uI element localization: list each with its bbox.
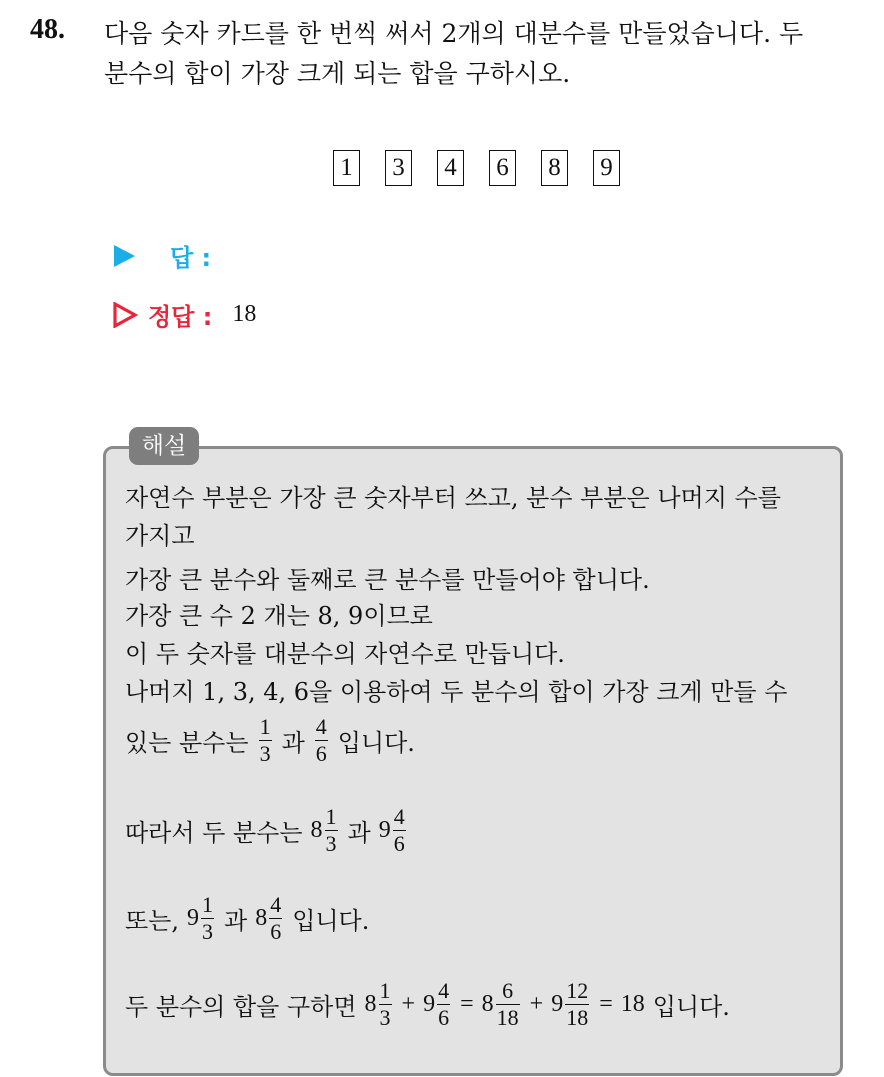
fraction: $\frac{1}{3}$ [379, 978, 391, 1030]
explanation-line: 이 두 숫자를 대분수의 자연수로 만듭니다. [125, 640, 565, 668]
fraction: $\frac{4}{6}$ [438, 978, 450, 1030]
number-card: 6 [489, 150, 516, 186]
explanation-line: 자연수 부분은 가장 큰 숫자부터 쓰고, 분수 부분은 나머지 수를 [125, 484, 781, 512]
correct-answer-value: 18 [232, 301, 257, 327]
fraction: $\frac{4}{6}$ [393, 804, 405, 856]
question-line-1: 다음 숫자 카드를 한 번씩 써서 2개의 대분수를 만들었습니다. 두 [104, 19, 804, 48]
correct-answer-row [112, 297, 256, 332]
question-line-2: 분수의 합이 가장 크게 되는 합을 구하시오. [104, 59, 571, 88]
explanation-line: 가장 큰 분수와 둘째로 큰 분수를 만들어야 합니다. [125, 566, 650, 594]
explanation-line-sum: 두 분수의 합을 구하면 8 $\frac{1}{3}$ + 9 $\frac{4}{6}$ = 8 $\frac{6}{18}$ + 9 $\frac{12}{18}$ = 18 입니다. [125, 978, 730, 1030]
answer-row [112, 238, 211, 273]
number-card: 3 [385, 150, 412, 186]
correct-answer-label: 정답 : [148, 303, 213, 331]
number-card: 9 [593, 150, 620, 186]
fraction: $\frac{4}{6}$ [270, 892, 282, 944]
fraction: $\frac{4}{6}$ [315, 714, 327, 766]
question-number: 48. [30, 14, 65, 45]
fraction: $\frac{1}{3}$ [325, 804, 337, 856]
fraction: $\frac{6}{18}$ [496, 978, 519, 1030]
explanation-line: 가장 큰 수 2 개는 8, 9이므로 [125, 602, 433, 630]
filled-triangle-icon [112, 244, 136, 268]
question-text [104, 14, 864, 94]
explanation-tag: 해설 [129, 427, 199, 465]
explanation-line-mixed: 따라서 두 분수는 8 $\frac{1}{3}$ 과 9 $\frac{4}{6}$ [125, 804, 405, 856]
number-card: 1 [333, 150, 360, 186]
answer-label: 답 : [170, 244, 212, 272]
explanation-line-fractions: 있는 분수는 $\frac{1}{3}$ 과 $\frac{4}{6}$ 입니다. [125, 714, 415, 766]
explanation-line: 가지고 [125, 522, 195, 550]
explanation-line: 나머지 1, 3, 4, 6을 이용하여 두 분수의 합이 가장 크게 만들 수 [125, 678, 788, 706]
outline-triangle-icon [112, 302, 138, 328]
number-cards [333, 150, 645, 186]
fraction: $\frac{1}{3}$ [202, 892, 213, 944]
fraction: $\frac{12}{18}$ [566, 978, 589, 1030]
number-card: 4 [437, 150, 464, 186]
explanation-line-mixed: 또는, 9 $\frac{1}{3}$ 과 8 $\frac{4}{6}$ 입니다. [125, 892, 370, 944]
fraction: $\frac{1}{3}$ [259, 714, 271, 766]
number-card: 8 [541, 150, 568, 186]
